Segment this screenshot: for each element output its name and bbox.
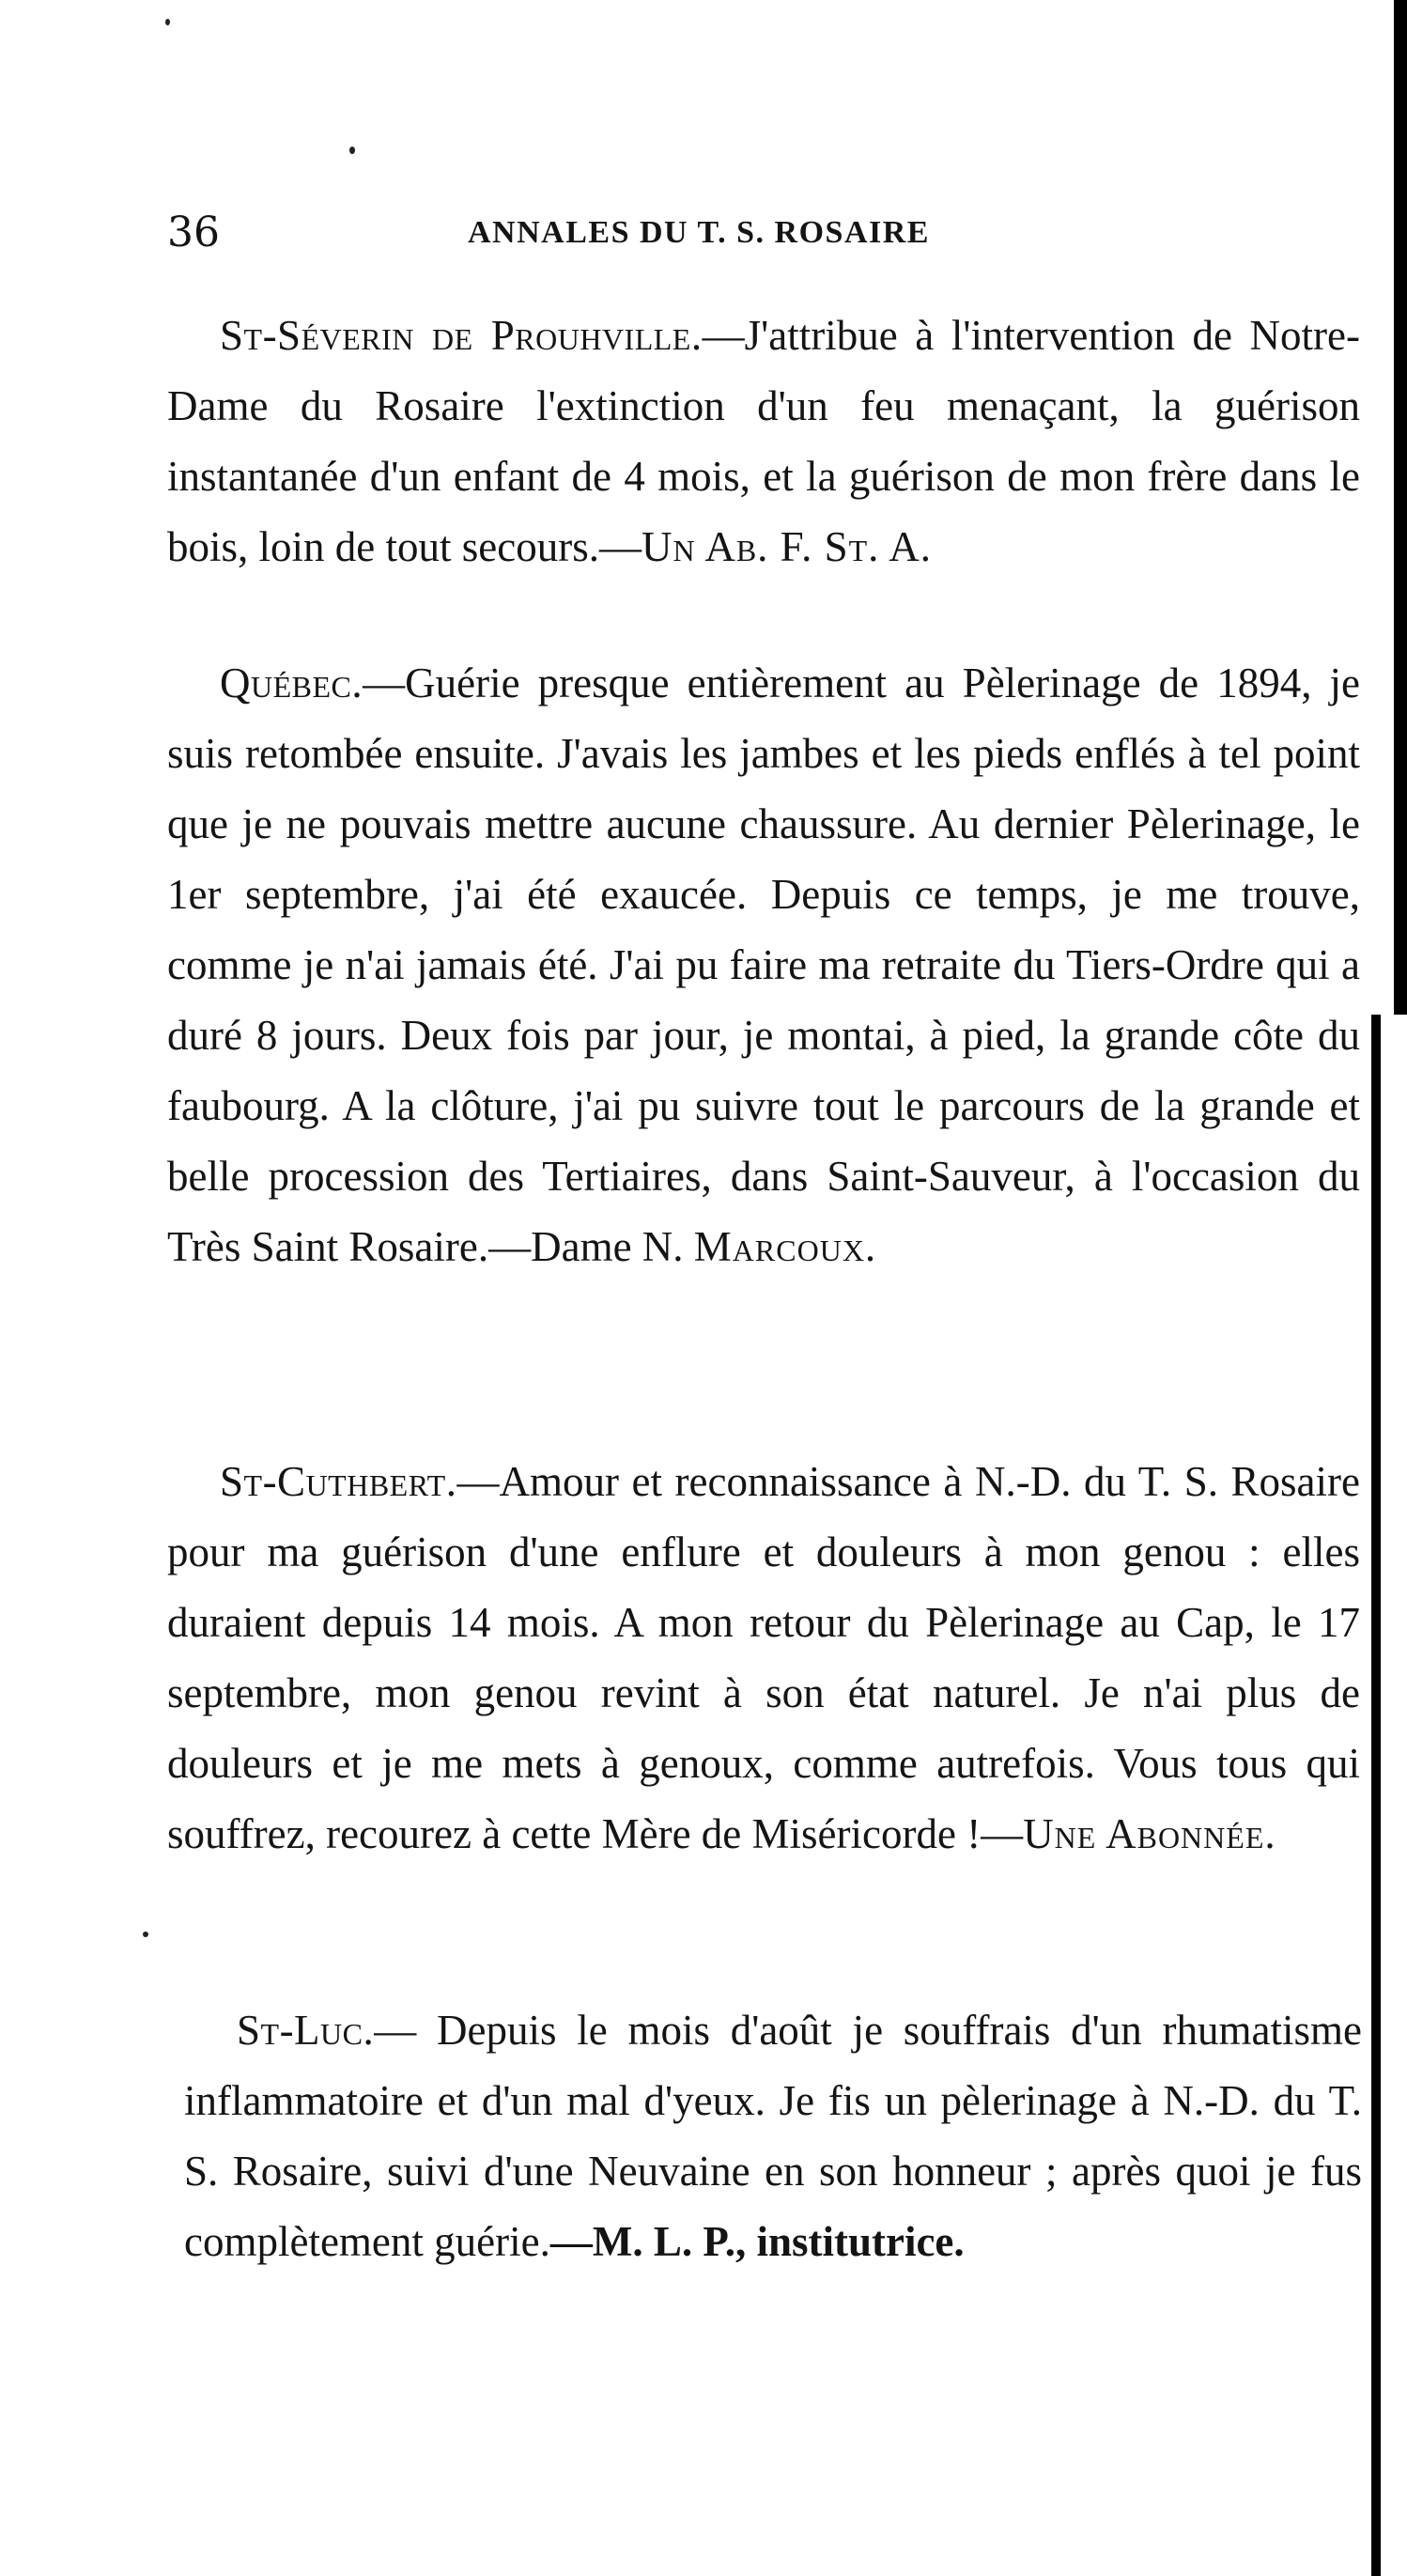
testimonial-entry bbox=[167, 1447, 1360, 1870]
page-header bbox=[167, 205, 1360, 261]
running-title: ANNALES DU T. S. ROSAIRE bbox=[468, 215, 930, 250]
testimonial-entry bbox=[167, 301, 1360, 582]
entry-place: St-Luc. bbox=[237, 2007, 375, 2054]
testimonial-entry bbox=[184, 1995, 1362, 2277]
entry-signature: Un Ab. F. St. A. bbox=[641, 523, 932, 570]
entry-text: —J'attribue à l'intervention de Notre-Dame du Rosaire l'extinction d'un feu menaçant, la guérison instantanée d'un enfant de 4 mois, et la guérison de mon frère dans le bois, loin de tout secours.— bbox=[167, 312, 1360, 570]
page-number: 36 bbox=[167, 209, 220, 256]
entry-text: —Guérie presque entièrement au Pèlerinage de 1894, je suis retombée ensuite. J'avais les jambes et les pieds enflés à tel point que je ne pouvais mettre aucune chaussure. Au dernier Pèlerinage, le 1er septembre, j'ai été exaucée. Depuis ce temps, je me trouve, comme je n'ai jamais été. J'ai pu faire ma retraite du Tiers-Ordre qui a duré 8 jours. Deux fois par jour, je montai, à pied, la grande côte du faubourg. A la clôture, j'ai pu suivre tout le parcours de la grande et belle procession des Tertiaires, dans Saint-Sauveur, à l'occasion du Très Saint Rosaire.—Dame N. bbox=[167, 660, 1360, 1270]
scan-edge-shadow bbox=[1371, 1015, 1381, 2576]
entry-place: St-Séverin de Prouhville. bbox=[220, 312, 703, 359]
entry-signature: Une Abonnée. bbox=[1023, 1810, 1276, 1857]
entry-place: Québec. bbox=[220, 660, 363, 706]
scan-speck bbox=[349, 147, 355, 154]
entry-text: — Depuis le mois d'août je souffrais d'un rhumatisme inflammatoire et d'un mal d'yeux. Je fis un pèlerinage à N.-D. du T. S. Rosaire, suivi d'une Neuvaine en son honneur ; après quoi je fus complètement guérie. bbox=[184, 2007, 1362, 2265]
entry-signature: —M. L. P., institutrice. bbox=[549, 2218, 965, 2265]
entry-signature: Marcoux. bbox=[693, 1223, 877, 1270]
entry-place: St-Cuthbert. bbox=[220, 1458, 457, 1505]
scan-speck bbox=[143, 1932, 148, 1937]
scan-edge-shadow bbox=[1394, 0, 1407, 1015]
testimonial-entry bbox=[167, 648, 1360, 1282]
scan-speck bbox=[165, 19, 170, 25]
entry-text: —Amour et reconnaissance à N.-D. du T. S. Rosaire pour ma guérison d'une enflure et douleurs à mon genou : elles duraient depuis 14 mois. A mon retour du Pèlerinage au Cap, le 17 septembre, mon genou revint à son état naturel. Je n'ai plus de douleurs et je me mets à genoux, comme autrefois. Vous tous qui souffrez, recourez à cette Mère de Miséricorde !— bbox=[167, 1458, 1360, 1857]
